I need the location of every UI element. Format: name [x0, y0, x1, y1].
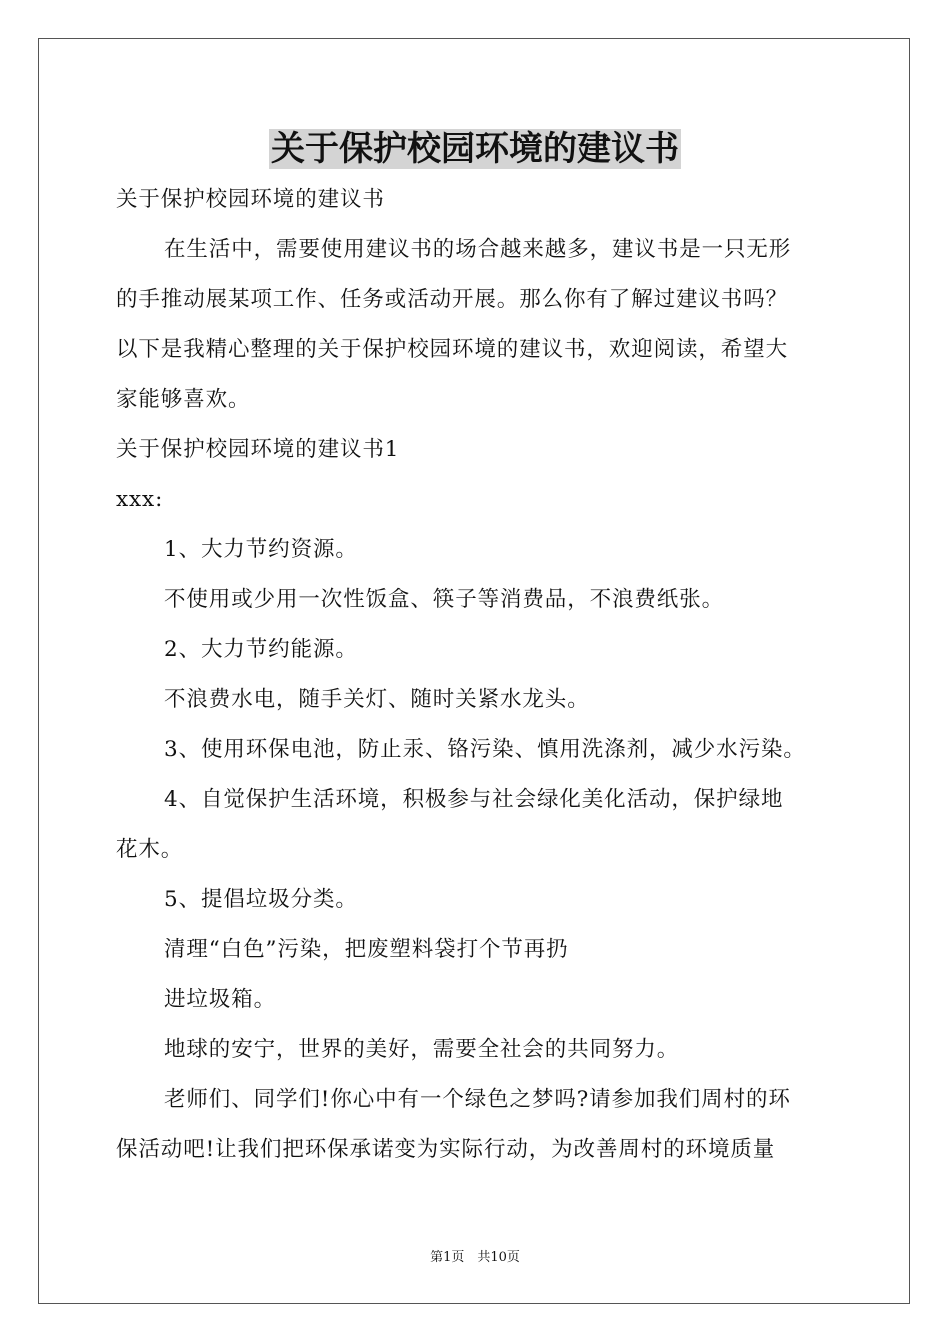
paragraph-line: 在生活中，需要使用建议书的场合越来越多，建议书是一只无形	[164, 237, 792, 262]
paragraph-line: 保活动吧!让我们把环保承诺变为实际行动，为改善周村的环境质量	[116, 1137, 776, 1162]
paragraph-line: 以下是我精心整理的关于保护校园环境的建议书，欢迎阅读，希望大	[116, 337, 789, 362]
list-item: 4、自觉保护生活环境，积极参与社会绿化美化活动，保护绿地	[164, 787, 784, 812]
document-title: 关于保护校园环境的建议书	[271, 129, 679, 169]
paragraph-line: 地球的安宁，世界的美好，需要全社会的共同努力。	[164, 1037, 680, 1062]
paragraph-line: 家能够喜欢。	[116, 387, 251, 412]
section-heading: 关于保护校园环境的建议书1	[116, 437, 400, 462]
paragraph-line: 老师们、同学们!你心中有一个绿色之梦吗?请参加我们周村的环	[164, 1087, 791, 1112]
list-item: 1、大力节约资源。	[164, 537, 358, 562]
paragraph-line: 不浪费水电，随手关灯、随时关紧水龙头。	[164, 687, 590, 712]
paragraph-line: 进垃圾箱。	[164, 987, 277, 1012]
salutation: xxx:	[116, 487, 164, 512]
paragraph-line: 不使用或少用一次性饭盒、筷子等消费品，不浪费纸张。	[164, 587, 725, 612]
paragraph-line: 花木。	[116, 837, 184, 862]
list-item: 5、提倡垃圾分类。	[164, 887, 358, 912]
paragraph-line: 清理“白色”污染，把废塑料袋打个节再扔	[164, 937, 569, 962]
list-item: 3、使用环保电池，防止汞、铬污染、慎用洗涤剂，减少水污染。	[164, 737, 806, 762]
paragraph-line: 的手推动展某项工作、任务或活动开展。那么你有了解过建议书吗？	[116, 287, 789, 312]
list-item: 2、大力节约能源。	[164, 637, 358, 662]
page-number-footer: 第1页 共10页	[430, 1250, 520, 1265]
subtitle-line: 关于保护校园环境的建议书	[116, 187, 385, 212]
document-body	[116, 175, 836, 1175]
